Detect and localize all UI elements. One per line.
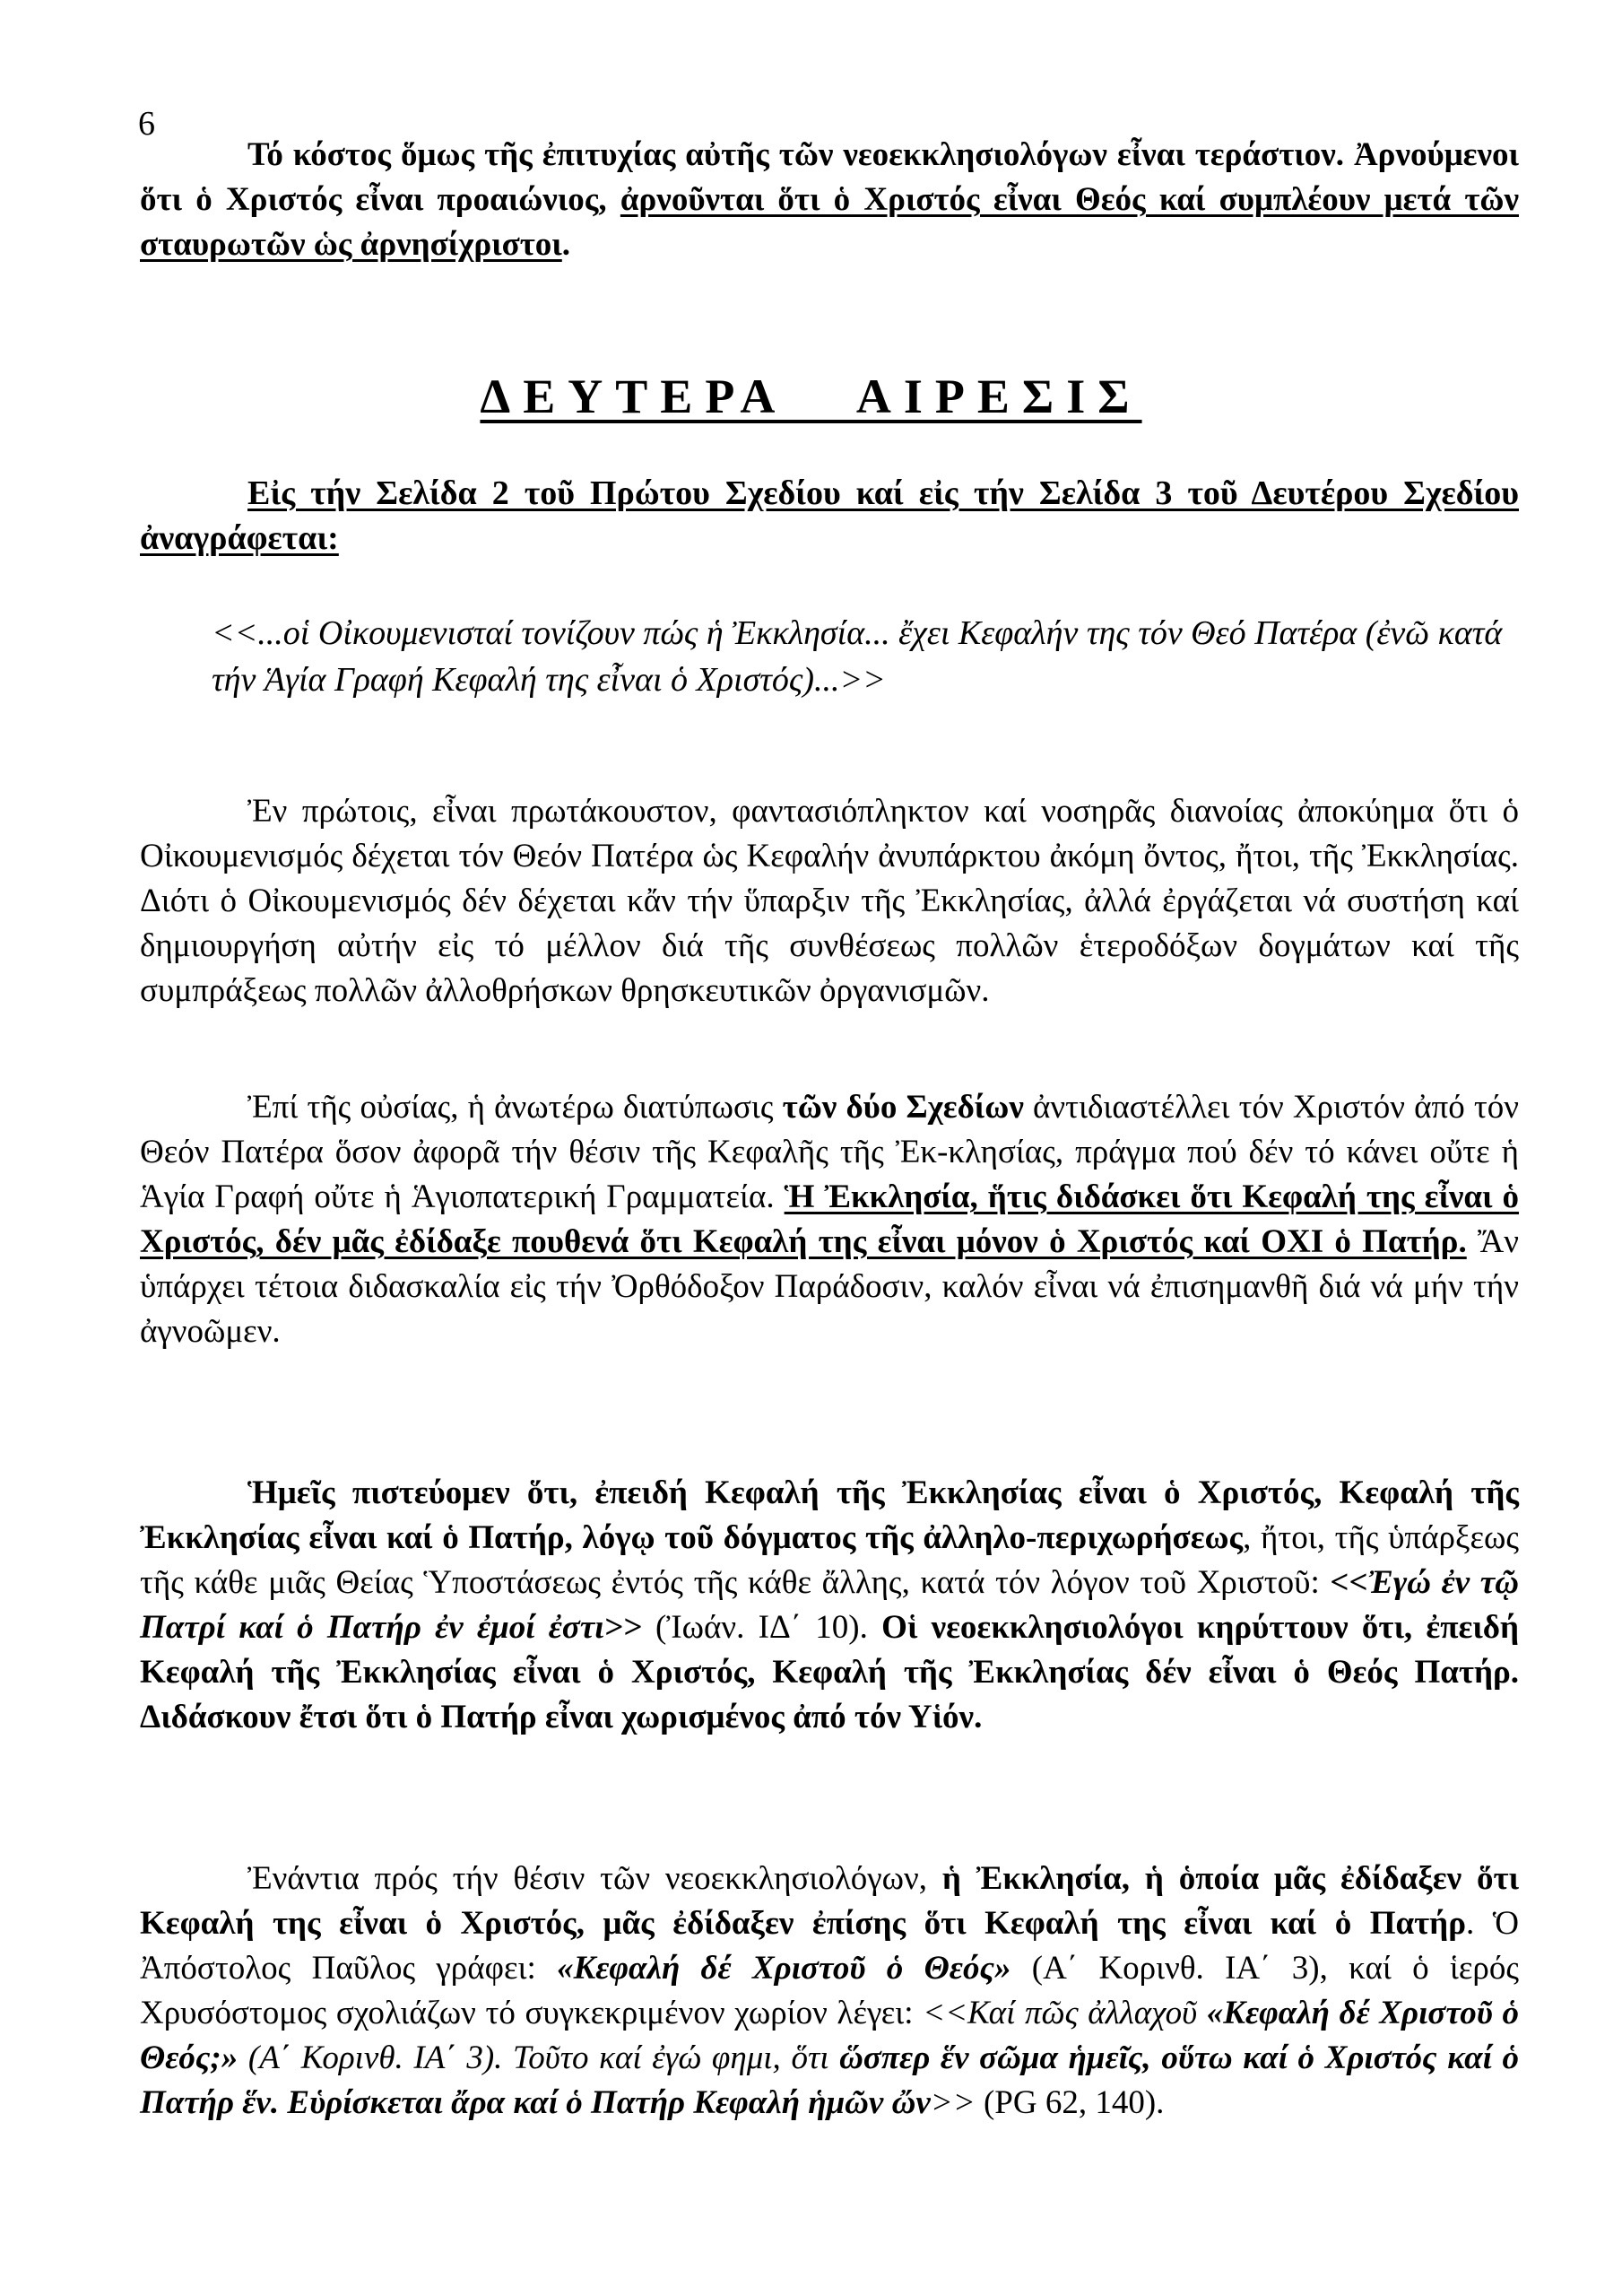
p5-chrysostom-bold: «Κεφαλή δέ Χριστοῦ ὁ Θεός;» <box>140 1995 1519 2076</box>
block-quote: <<...οἱ Οἰκουμενισταί τονίζουν πώς ἡ Ἐκκλησία... ἔχει Κεφαλήν της τόν Θεό Πατέρα (ἐνῶ κατά τήν Ἁγία Γραφή Κεφαλή της εἶναι ὁ Χριστός)...>> <box>212 614 1503 699</box>
paragraph-3 <box>140 1085 1519 1354</box>
p3-bold: τῶν δύο Σχεδίων <box>782 1089 1024 1126</box>
page-number: 6 <box>138 105 155 143</box>
p3-text-b: ἀντιδιαστέλλει τόν Χριστόν ἀπό τόν Θεόν Πατέρα ὅσον ἀφορᾶ τήν θέσιν τῆς Κεφαλῆς τῆς Ἐκ-κλησίας, πράγμα πού δέν τό κάνει οὔτε ἡ Ἁγία Γραφή οὔτε ἡ Ἁγιοπατερική Γραμματεία. <box>140 1089 1519 1215</box>
intro-period: . <box>561 226 571 263</box>
p4-scripture-quote: <<Ἐγώ ἐν τῷ Πατρί καί ὁ Πατήρ ἐν ἐμοί ἐστι>> <box>140 1564 1519 1646</box>
p4-text-a: , ἤτοι, τῆς ὑπάρξεως τῆς κάθε μιᾶς Θείας Ὑποστάσεως ἐντός τῆς κάθε ἄλλης, κατά τόν λόγον τοῦ Χριστοῦ: <box>140 1519 1519 1601</box>
p5-scripture-quote: «Κεφαλή δέ Χριστοῦ ὁ Θεός» <box>557 1950 1011 1987</box>
p4-citation: (Ἰωάν. ΙΔ΄ 10). <box>641 1609 882 1646</box>
p5-chrysostom-b: (Α΄ Κορινθ. ΙΑ΄ 3). Τοῦτο καί ἐγώ φημι, ὅτι <box>238 2039 840 2076</box>
p3-text-c: Ἄν ὑπάρχει τέτοια διδασκαλία εἰς τήν Ὀρθόδοξον Παράδοσιν, καλόν εἶναι νά ἐπισημανθῆ διά νά μήν τήν ἀγνοῶμεν. <box>140 1223 1519 1350</box>
p5-pg-citation: (PG 62, 140). <box>975 2084 1165 2121</box>
p5-text-a: Ἐνάντια πρός τήν θέσιν τῶν νεοεκκλησιολόγων, <box>247 1860 942 1897</box>
p5-text-b: . Ὁ Ἀπόστολος Παῦλος γράφει: <box>140 1905 1519 1987</box>
intro-underlined-text: ἀρνοῦνται ὅτι ὁ Χριστός εἶναι Θεός καί συμπλέουν μετά τῶν σταυρωτῶν ὡς ἀρνησίχριστοι <box>140 181 1519 263</box>
paragraph-5 <box>140 1857 1519 2126</box>
p5-chrysostom-bold-b: ὥσπερ ἕν σῶμα ἡμεῖς, οὕτω καί ὁ Χριστός καί ὁ Πατήρ ἕν. Εὑρίσκεται ἄρα καί ὁ Πατήρ Κεφαλή ἡμῶν ὤν <box>140 2039 1519 2121</box>
p4-bold-b: Οἱ νεοεκκλησιολόγοι κηρύττουν ὅτι, ἐπειδή Κεφαλή τῆς Ἐκκλησίας εἶναι ὁ Χριστός, Κεφαλή τῆς Ἐκκλησίας δέν εἶναι ὁ Θεός Πατήρ. Διδάσκουν ἔτσι ὅτι ὁ Πατήρ εἶναι χωρισμένος ἀπό τόν Υἱόν. <box>140 1609 1519 1735</box>
p5-chrysostom-a: <<Καί πῶς ἀλλαχοῦ <box>923 1995 1207 2031</box>
p3-text-a: Ἐπί τῆς οὐσίας, ἡ ἀνωτέρω διατύπωσις <box>247 1089 783 1126</box>
paragraph-4 <box>140 1471 1519 1740</box>
p5-text-c: (Α΄ Κορινθ. ΙΑ΄ 3), καί ὁ ἱερός Χρυσόστομος σχολιάζων τό συγκεκριμένον χωρίον λέγει: <box>140 1950 1519 2031</box>
paragraph-intro <box>140 133 1519 267</box>
p5-quote-close: >> <box>930 2084 976 2121</box>
section-heading <box>0 370 1622 423</box>
subheading: Εἰς τήν Σελίδα 2 τοῦ Πρώτου Σχεδίου καί εἰς τήν Σελίδα 3 τοῦ Δευτέρου Σχεδίου ἀναγράφεται: <box>140 474 1519 557</box>
section-heading-text: ΔΕΥΤΕΡΑ ΑΙΡΕΣΙΣ <box>480 370 1142 423</box>
p5-bold-a: ἡ Ἐκκλησία, ἡ ὁποία μᾶς ἐδίδαξεν ὅτι Κεφαλή της εἶναι ὁ Χριστός, μᾶς ἐδίδαξεν ἐπίσης ὅτι Κεφαλή της εἶναι καί ὁ Πατήρ <box>140 1860 1519 1942</box>
p4-bold-a: Ἡμεῖς πιστεύομεν ὅτι, ἐπειδή Κεφαλή τῆς Ἐκκλησίας εἶναι ὁ Χριστός, Κεφαλή τῆς Ἐκκλησίας εἶναι καί ὁ Πατήρ, λόγῳ τοῦ δόγματος τῆς ἀλληλο-περιχωρήσεως <box>140 1474 1519 1556</box>
p3-underlined-bold: Ἡ Ἐκκλησία, ἥτις διδάσκει ὅτι Κεφαλή της εἶναι ὁ Χριστός, δέν μᾶς ἐδίδαξε πουθενά ὅτι Κεφαλή της εἶναι μόνον ὁ Χριστός καί ΟΧΙ ὁ Πατήρ. <box>140 1178 1520 1260</box>
paragraph-2: Ἐν πρώτοις, εἶναι πρωτάκουστον, φαντασιόπληκτον καί νοσηρᾶς διανοίας ἀποκύημα ὅτι ὁ Οἰκουμενισμός δέχεται τόν Θεόν Πατέρα ὡς Κεφαλήν ἀνυπάρκτου ἀκόμη ὄντος, ἤτοι, τῆς Ἐκκλησίας. Διότι ὁ Οἰκουμενισμός δέν δέχεται κἄν τήν ὕπαρξιν τῆς Ἐκκλησίας, ἀλλά ἐργάζεται νά συστήση καί δημιουργήση αὐτήν εἰς τό μέλλον διά τῆς συνθέσεως πολλῶν ἑτεροδόξων δογμάτων καί τῆς συμπράξεως πολλῶν ἀλλοθρήσκων θρησκευτικῶν ὀργανισμῶν. <box>140 793 1519 1009</box>
intro-text: Τό κόστος ὅμως τῆς ἐπιτυχίας αὐτῆς τῶν νεοεκκλησιολόγων εἶναι τεράστιον. Ἀρνούμενοι ὅτι ὁ Χριστός εἶναι προαιώνιος, <box>140 136 1519 218</box>
